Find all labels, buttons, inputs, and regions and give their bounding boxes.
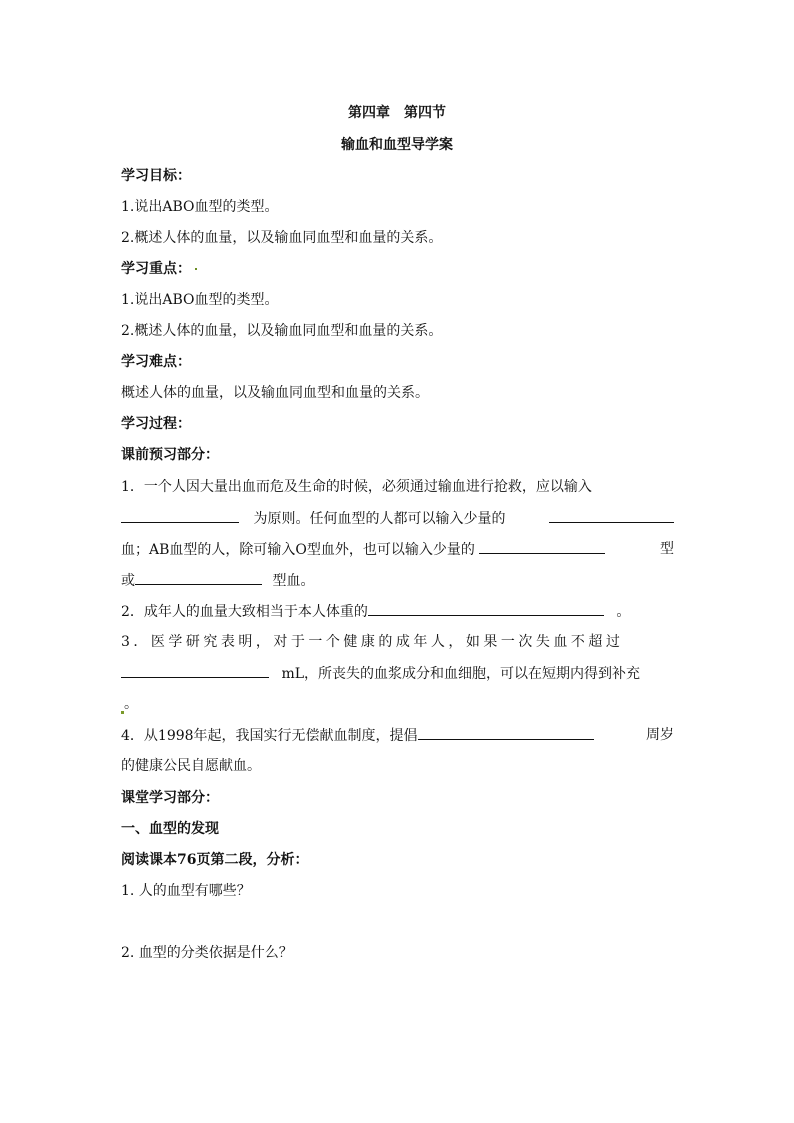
preview-q1-line4: [121, 570, 674, 591]
answer-blank: [549, 508, 674, 523]
preview-q3-line1-text: 3．医学研究表明，对于一个健康的成年人，如果一次失血不超过: [121, 634, 624, 650]
key-point-item-2: 2.概述人体的血量，以及输血同血型和血量的关系。: [121, 323, 443, 339]
objectives-heading: 学习目标：: [121, 168, 191, 184]
difficulties-heading: 学习难点：: [121, 354, 191, 370]
objective-item-1: 1.说出ABO血型的类型。: [121, 199, 279, 215]
preview-q4-line2: 的健康公民自愿献血。: [121, 758, 261, 774]
section-blood-type-discovery: 一、血型的发现: [121, 821, 219, 837]
preview-q3-line3-text: 。: [124, 696, 138, 712]
preview-heading: 课前预习部分：: [121, 447, 219, 463]
preview-q3-line1: [121, 632, 674, 652]
preview-q3-line2: [121, 663, 674, 684]
chapter-heading: 第四章 第四节: [348, 105, 446, 121]
preview-q3-line2-text: mL，所丧失的血浆成分和血细胞，可以在短期内得到补充: [281, 666, 641, 682]
preview-q1-line1-text: 1．一个人因大量出血而危及生命的时候，必须通过输血进行抢救，应以输入: [121, 479, 592, 495]
key-points-heading-text: 学习重点：: [121, 261, 191, 277]
answer-blank: [418, 725, 594, 740]
preview-q1-line2: [121, 508, 674, 529]
key-point-item-1: 1.说出ABO血型的类型。: [121, 292, 279, 308]
classroom-heading: 课堂学习部分：: [121, 790, 219, 806]
classroom-question-1: 1. 人的血型有哪些？: [121, 883, 251, 899]
preview-q1-line3-suffix: 型: [660, 541, 674, 557]
preview-q1-line2-text: 为原则。任何血型的人都可以输入少量的: [253, 511, 506, 527]
preview-q4-suffix: 周岁: [646, 727, 674, 743]
preview-q1-line3: [121, 539, 674, 560]
preview-q4-text: 4．从1998年起，我国实行无偿献血制度，提倡: [121, 728, 418, 744]
preview-q3-line3: [121, 694, 674, 714]
preview-q1-line4-suffix: 型血。: [272, 573, 315, 589]
preview-q1-line4-prefix: 或: [121, 573, 135, 589]
preview-q1-line3-text: 血；AB血型的人，除可输入O型血外，也可以输入少量的: [121, 542, 475, 558]
preview-q2-suffix: 。: [616, 604, 631, 620]
objective-item-2: 2.概述人体的血量，以及输血同血型和血量的关系。: [121, 230, 443, 246]
preview-q2: [121, 601, 674, 622]
answer-blank: [121, 508, 239, 523]
key-points-heading: [121, 259, 674, 279]
preview-q4-line1: [121, 725, 674, 746]
stray-dot-mark: [195, 268, 197, 270]
process-heading: 学习过程：: [121, 416, 191, 432]
answer-blank: [121, 663, 269, 678]
answer-blank: [479, 539, 605, 554]
document-title: 输血和血型导学案: [341, 137, 453, 153]
answer-blank: [135, 570, 262, 585]
difficulties-text: 概述人体的血量，以及输血同血型和血量的关系。: [121, 385, 429, 401]
preview-q2-text: 2．成年人的血量大致相当于本人体重的: [121, 604, 368, 620]
reading-instruction: 阅读课本76页第二段，分析：: [121, 852, 309, 868]
answer-blank: [368, 601, 604, 616]
preview-q1-line1: [121, 477, 674, 497]
classroom-question-2: 2. 血型的分类依据是什么？: [121, 945, 293, 961]
